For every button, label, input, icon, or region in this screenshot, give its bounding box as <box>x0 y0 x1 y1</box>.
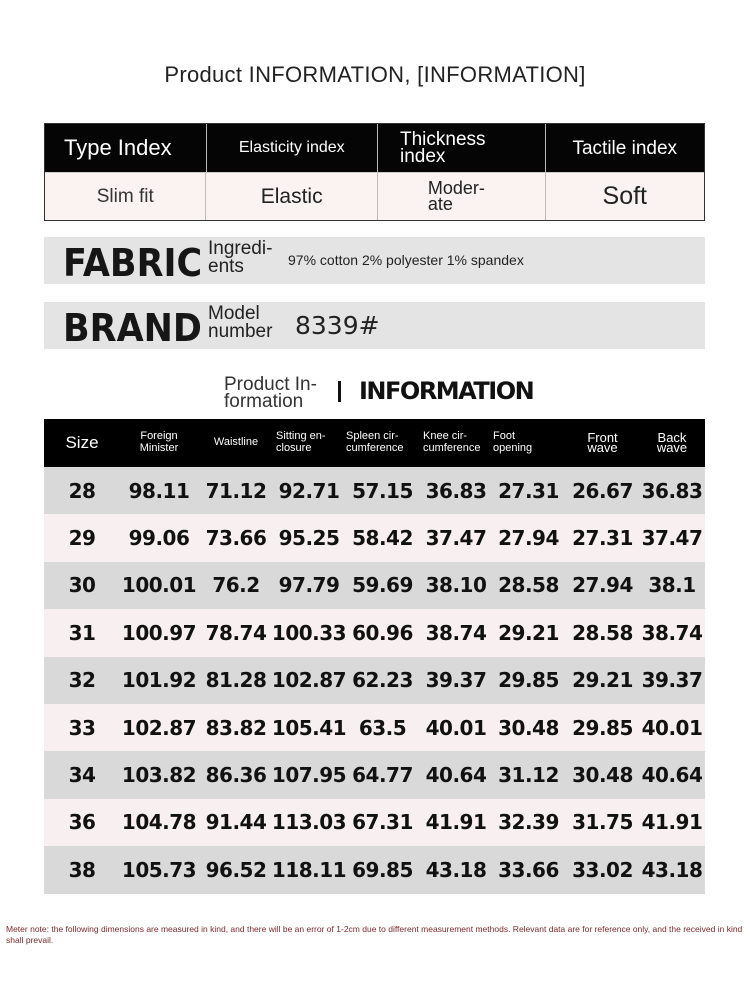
brand-value: 8339# <box>295 311 380 340</box>
table-cell: 59.69 <box>352 573 413 598</box>
size-header-cell: Front wave <box>587 429 618 455</box>
section-title: INFORMATION <box>359 377 534 405</box>
table-cell: 40.64 <box>641 763 703 788</box>
table-cell: 29.85 <box>498 668 559 693</box>
size-header-cell: Spleen cir- cumference <box>346 430 404 454</box>
index-table-header <box>45 124 704 172</box>
brand-bar <box>44 302 705 349</box>
table-cell: 36.83 <box>641 478 703 503</box>
table-cell: 27.94 <box>572 573 633 598</box>
page-title: Product INFORMATION, [INFORMATION] <box>164 62 586 87</box>
table-cell: 58.42 <box>352 526 413 551</box>
table-cell: 83.82 <box>205 715 267 740</box>
table-cell: 33.66 <box>498 857 559 882</box>
fabric-title: FABRIC <box>63 241 203 285</box>
table-cell: 73.66 <box>205 526 267 551</box>
table-row <box>44 467 705 514</box>
table-cell: 30.48 <box>572 763 633 788</box>
table-cell: 28.58 <box>498 573 559 598</box>
table-cell: 39.37 <box>641 668 703 693</box>
table-cell: 29 <box>68 526 96 551</box>
table-cell: 69.85 <box>352 857 413 882</box>
table-cell: 57.15 <box>352 478 413 503</box>
table-cell: 86.36 <box>205 763 267 788</box>
fabric-label: Ingredi- ents <box>208 238 273 278</box>
header-elasticity-index: Elasticity index <box>207 124 378 172</box>
table-cell: 33.02 <box>572 857 633 882</box>
table-cell: 29.21 <box>572 668 633 693</box>
header-tactile-index: Tactile index <box>572 137 678 159</box>
table-cell: 26.67 <box>572 478 633 503</box>
table-cell: 38.1 <box>648 573 696 598</box>
footer-note: Meter note: the following dimensions are measured in kind, and there will be an error of 1-2cm due to different measurement methods. Relevant data are for reference only, and the received in kind shall prevail. <box>6 924 743 946</box>
table-row <box>44 562 705 609</box>
table-cell: 63.5 <box>358 715 407 740</box>
table-cell: 76.2 <box>212 573 260 598</box>
table-cell: 41.91 <box>425 810 487 835</box>
table-cell: 37.47 <box>425 526 487 551</box>
value-thickness: Moder- ate <box>378 173 546 220</box>
table-cell: 105.73 <box>121 857 197 882</box>
table-cell: 41.91 <box>641 810 703 835</box>
table-cell: 34 <box>68 763 96 788</box>
table-cell: 33 <box>68 715 96 740</box>
table-cell: 30.48 <box>498 715 559 740</box>
table-cell: 37.47 <box>641 526 703 551</box>
table-cell: 27.94 <box>498 526 559 551</box>
table-cell: 32.39 <box>498 810 559 835</box>
table-cell: 105.41 <box>271 715 347 740</box>
table-cell: 107.95 <box>271 763 347 788</box>
index-table <box>44 123 705 221</box>
fabric-bar <box>44 237 705 284</box>
table-cell: 36 <box>68 810 96 835</box>
table-cell: 38.10 <box>425 573 487 598</box>
size-header-cell: Foot opening <box>493 430 533 454</box>
table-cell: 32 <box>68 668 96 693</box>
table-cell: 38.74 <box>641 620 703 645</box>
table-cell: 31.75 <box>572 810 633 835</box>
table-row <box>44 609 705 656</box>
table-cell: 27.31 <box>498 478 559 503</box>
header-type-index: Type Index <box>45 124 207 172</box>
table-row <box>44 657 705 704</box>
table-cell: 118.11 <box>271 857 347 882</box>
table-cell: 38.74 <box>425 620 487 645</box>
table-row <box>44 799 705 846</box>
section-divider <box>338 381 341 402</box>
value-tactile: Soft <box>602 182 647 210</box>
table-cell: 28 <box>68 478 96 503</box>
table-cell: 29.85 <box>572 715 633 740</box>
table-cell: 104.78 <box>121 810 197 835</box>
table-cell: 40.01 <box>425 715 487 740</box>
table-cell: 43.18 <box>425 857 487 882</box>
table-row <box>44 846 705 893</box>
table-row <box>44 704 705 751</box>
header-thickness-index: Thickness index <box>378 124 546 172</box>
table-cell: 101.92 <box>121 668 197 693</box>
table-cell: 81.28 <box>205 668 267 693</box>
table-cell: 113.03 <box>271 810 347 835</box>
table-cell: 31 <box>68 620 96 645</box>
size-table <box>44 419 705 894</box>
size-header-cell: Size <box>65 433 99 453</box>
size-header-cell: Waistline <box>213 436 259 449</box>
brand-label: Model number <box>208 303 273 343</box>
size-header-cell: Foreign Minister <box>139 430 179 454</box>
table-cell: 96.52 <box>205 857 267 882</box>
size-table-header <box>44 419 705 467</box>
table-cell: 38 <box>68 857 96 882</box>
table-cell: 100.01 <box>121 573 197 598</box>
table-cell: 40.01 <box>641 715 703 740</box>
table-cell: 29.21 <box>498 620 559 645</box>
table-cell: 103.82 <box>121 763 197 788</box>
table-cell: 78.74 <box>205 620 267 645</box>
table-cell: 91.44 <box>205 810 267 835</box>
table-cell: 100.97 <box>121 620 197 645</box>
table-cell: 27.31 <box>572 526 633 551</box>
table-cell: 43.18 <box>641 857 703 882</box>
table-cell: 99.06 <box>128 526 190 551</box>
index-table-values <box>45 172 704 220</box>
table-cell: 62.23 <box>352 668 413 693</box>
size-header-cell: Back wave <box>656 429 688 455</box>
table-cell: 102.87 <box>271 668 347 693</box>
table-cell: 102.87 <box>121 715 197 740</box>
table-cell: 36.83 <box>425 478 487 503</box>
value-elasticity: Elastic <box>206 173 377 220</box>
size-header-cell: Knee cir- cumference <box>423 430 481 454</box>
value-type: Slim fit <box>45 173 206 220</box>
size-table-body <box>44 467 705 894</box>
table-cell: 31.12 <box>498 763 559 788</box>
brand-title: BRAND <box>63 306 202 350</box>
table-cell: 60.96 <box>352 620 413 645</box>
table-cell: 95.25 <box>278 526 340 551</box>
table-cell: 67.31 <box>352 810 413 835</box>
table-cell: 71.12 <box>205 478 267 503</box>
table-cell: 40.64 <box>425 763 487 788</box>
table-cell: 100.33 <box>271 620 347 645</box>
table-row <box>44 751 705 798</box>
table-cell: 30 <box>68 573 96 598</box>
size-header-cell: Sitting en- closure <box>276 430 326 454</box>
table-cell: 97.79 <box>278 573 340 598</box>
table-row <box>44 514 705 561</box>
fabric-value: 97% cotton 2% polyester 1% spandex <box>288 252 524 268</box>
table-cell: 64.77 <box>352 763 413 788</box>
table-cell: 98.11 <box>128 478 190 503</box>
table-cell: 92.71 <box>278 478 340 503</box>
table-cell: 39.37 <box>425 668 487 693</box>
table-cell: 28.58 <box>572 620 633 645</box>
section-label: Product In- formation <box>224 374 317 413</box>
